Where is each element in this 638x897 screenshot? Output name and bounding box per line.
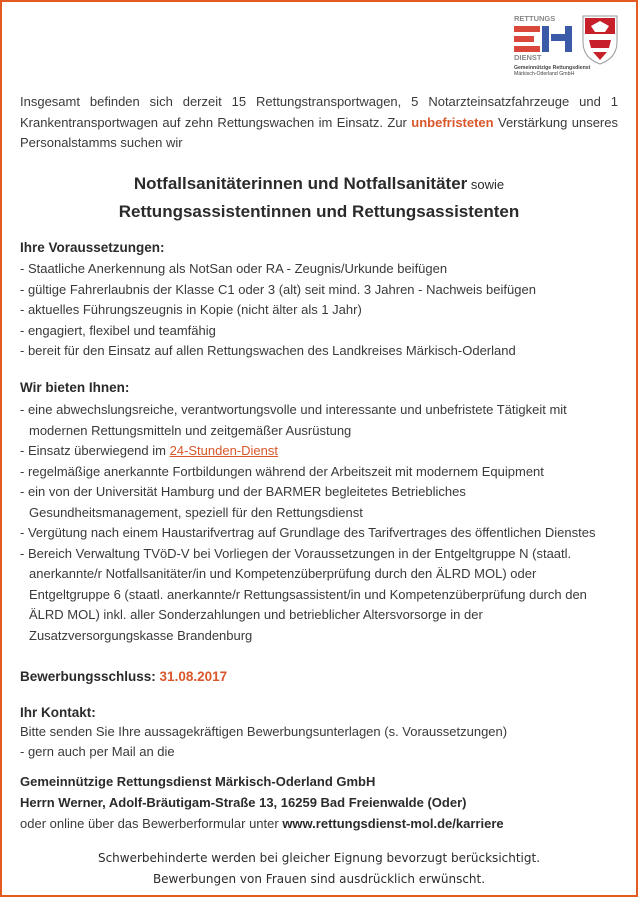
footer-notice [20, 848, 618, 890]
deadline-label: Bewerbungsschluss: [20, 669, 160, 684]
offer-item: - ein von der Universität Hamburg und der BARMER begleitetes Betriebliches Gesundheitsmanagement, speziell für den Rettungsdienst [20, 484, 466, 520]
requirement-item: - Staatliche Anerkennung als NotSan oder RA - Zeugnis/Urkunde beifügen [20, 261, 448, 276]
logo-text-top: RETTUNGS [514, 14, 556, 23]
logo-bar-red-2 [514, 36, 534, 42]
logo-bar-blue-1 [542, 26, 549, 52]
logo-text-mid: DIENST [514, 53, 542, 62]
requirements-heading: Ihre Voraussetzungen: [20, 240, 165, 255]
requirements-list [20, 259, 618, 362]
requirement-item: - bereit für den Einsatz auf allen Rettungswachen des Landkreises Märkisch-Oderland [20, 343, 516, 358]
intro-highlight: unbefristeten [411, 114, 494, 130]
offer-item: - regelmäßige anerkannte Fortbildungen während der Arbeitszeit mit modernem Equipment [20, 463, 544, 479]
contact-organization: Gemeinnützige Rettungsdienst Märkisch-Oderland GmbH [20, 774, 376, 789]
requirement-item: - gültige Fahrerlaubnis der Klasse C1 oder 3 (alt) seit mind. 3 Jahren - Nachweis beifügen [20, 281, 536, 297]
job-title-line2: Rettungsassistentinnen und Rettungsassistenten [118, 202, 520, 221]
footer-line-2: Bewerbungen von Frauen sind ausdrücklich erwünscht. [152, 872, 486, 886]
offer-item [20, 441, 618, 462]
logo-text-org1: Gemeinnützige Rettungsdienst [514, 65, 591, 71]
deadline [20, 667, 227, 688]
job-title-primary: Notfallsanitäterinnen und Notfallsanitäter [133, 174, 468, 193]
contact-online [20, 814, 618, 835]
logo-bar-red-3 [514, 46, 540, 52]
contact-text-1: Bitte senden Sie Ihre aussagekräftigen Bewerbungsunterlagen (s. Voraussetzungen) [20, 724, 508, 739]
offer-item: - Bereich Verwaltung TVöD-V bei Vorliegen der Voraussetzungen in der Entgeltgruppe N (staatl. anerkannte/r Notfallsanitäter/in und Kompetenzüberprüfung durch den ÄLRD MOL) oder Entgeltgruppe 6 (staatl. anerkannte/r Rettungsassistent/in und Kompetenzüberprüfung durch den ÄLRD MOL) inkl. aller Sonderzahlungen und betrieblicher Altersvorsorge in der Zusatzversorgungskasse Brandenburg [20, 545, 587, 643]
logo-bar-blue-2 [551, 34, 565, 41]
intro-text-2: Verstärkung unseres Personalstamms suchen wir [20, 114, 618, 150]
deadline-date: 31.08.2017 [159, 669, 228, 684]
contact-heading: Ihr Kontakt: [20, 705, 96, 720]
logo-bar-blue-3 [565, 26, 572, 52]
offer-heading: Wir bieten Ihnen: [20, 380, 130, 395]
footer-line-1: Schwerbehinderte werden bei gleicher Eignung bevorzugt berücksichtigt. [97, 851, 541, 865]
contact-text-2: - gern auch per Mail an die [20, 744, 175, 759]
career-url-link[interactable]: www.rettungsdienst-mol.de/karriere [282, 816, 504, 831]
logo-bar-red-1 [514, 26, 540, 32]
requirement-item: - aktuelles Führungszeugnis in Kopie (nicht älter als 1 Jahr) [20, 302, 362, 317]
offer-item: - Vergütung nach einem Haustarifvertrag auf Grundlage des Tarifvertrages des öffentlichen Dienstes [20, 525, 596, 540]
coat-of-arms-icon [583, 16, 617, 64]
contact-address: Herrn Werner, Adolf-Bräutigam-Straße 13, 16259 Bad Freienwalde (Oder) [20, 795, 467, 810]
offer-item-prefix: - Einsatz überwiegend im [20, 443, 170, 458]
intro-text-1: Insgesamt befinden sich derzeit 15 Rettungstransportwagen, 5 Notarzteinsatzfahrzeuge und 1 Krankentransportwagen auf zehn Rettungswachen im Einsatz. Zur [20, 94, 618, 130]
logo-text-org2: Märkisch-Oderland GmbH [514, 71, 575, 77]
company-logo [509, 12, 629, 90]
offer-list [20, 400, 618, 646]
intro-paragraph [20, 92, 618, 154]
24-hour-service-link[interactable]: 24-Stunden-Dienst [169, 443, 278, 458]
job-title-line1 [20, 172, 618, 197]
job-title-suffix: sowie [467, 177, 505, 192]
requirement-item: - engagiert, flexibel und teamfähig [20, 322, 216, 338]
contact-online-prefix: oder online über das Bewerberformular unter [20, 816, 283, 831]
offer-item: - eine abwechslungsreiche, verantwortungsvolle und interessante und unbefristete Tätigkeit mit modernen Rettungsmitteln und zeitgemäßer Ausrüstung [20, 402, 567, 438]
